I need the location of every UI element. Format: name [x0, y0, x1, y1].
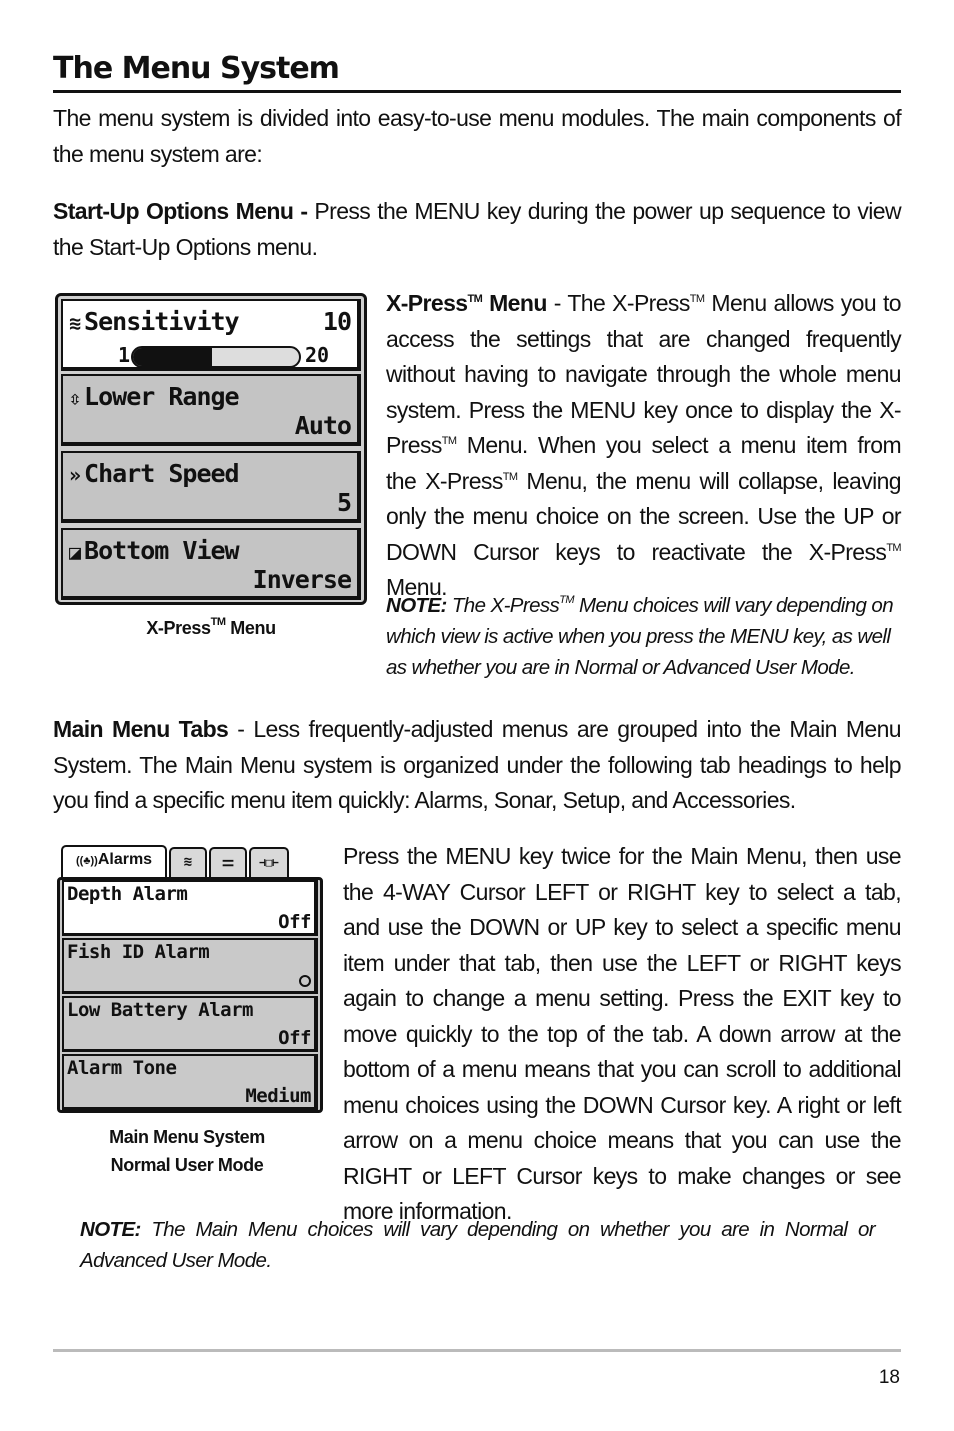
slider-max-label: 20 — [305, 343, 330, 367]
page-number: 18 — [878, 1367, 900, 1388]
main-menu-screen — [57, 845, 325, 1113]
main-menu-caption: Main Menu System Normal User Mode — [109, 1127, 265, 1175]
xpress-item-sensitivity[interactable] — [61, 299, 361, 371]
menu-item-low-battery-alarm[interactable]: Low Battery Alarm Off — [62, 996, 318, 1052]
menu-item-fish-id-alarm[interactable]: Fish ID Alarm — [62, 938, 318, 994]
main-menu-tabs — [61, 845, 325, 879]
chart-speed-icon: » — [69, 463, 81, 487]
xpress-item-value: 5 — [336, 488, 351, 517]
xpress-item-bottom-view[interactable] — [61, 528, 361, 600]
sensitivity-icon: ≋ — [69, 311, 81, 335]
note-label: NOTE: — [386, 594, 447, 617]
tab-setup[interactable] — [209, 847, 247, 877]
bell-icon: ((♣)) — [75, 855, 98, 867]
main-menu-paragraph: Press the MENU key twice for the Main Menu, then use the 4-WAY Cursor LEFT or RIGHT key to select a tab, and use the DOWN or UP key to select a specific menu item under that tab, then use the LEFT or RIGHT keys again to change a menu setting. Press the EXIT key to move quickly to the top of the tab. A down arrow at the bottom of a menu means that you can scroll to additional menu choices using the DOWN Cursor key. A right or left arrow on a menu choice means that you can use the RIGHT or LEFT Cursor keys to make changes or see more information. — [343, 843, 901, 1224]
menu-item-depth-alarm[interactable]: Depth Alarm Off — [62, 880, 318, 936]
bottom-note: NOTE: The Main Menu choices will vary depending on whether you are in Normal or Advanced User Mode. — [80, 1218, 875, 1272]
xpress-menu-screen — [55, 293, 367, 605]
main-menu-list — [57, 877, 323, 1113]
xpress-item-label: Lower Range — [84, 382, 239, 411]
xpress-item-label: Bottom View — [84, 536, 239, 565]
setup-icon: ⚌ — [221, 854, 235, 870]
startup-paragraph — [53, 194, 901, 265]
xpress-item-label: Sensitivity — [84, 307, 239, 336]
bottom-view-icon: ◪ — [69, 540, 81, 564]
accessories-icon: ⊣□⊢ — [259, 856, 279, 869]
menu-item-alarm-tone[interactable]: Alarm Tone Medium — [62, 1054, 318, 1110]
xpress-paragraph: X-Press™ Menu - The X-Press™ Menu allows you to access the settings that are changed frequently without having to navigate through the whole menu system. Press the MENU key once to display the X-Press™ Menu. When you select a menu item from the X-Press™ Menu, the menu will collapse, leaving only the menu choice on the screen. Use the UP or DOWN Cursor keys to reactivate the X-Press™ Menu. — [386, 290, 901, 600]
main-tabs-heading: Main Menu Tabs — [53, 716, 229, 742]
tab-alarms[interactable] — [61, 845, 167, 879]
slider-fill — [133, 348, 212, 366]
xpress-note: NOTE: The X-Press™ Menu choices will vary depending on which view is active when you press the MENU key, as well as whether you are in Normal or Advanced User Mode. — [386, 594, 894, 679]
xpress-caption: X-Press™ Menu — [146, 616, 276, 638]
xpress-item-lower-range[interactable] — [61, 374, 361, 446]
tab-accessories[interactable] — [249, 847, 289, 877]
xpress-item-label: Chart Speed — [84, 459, 239, 488]
tab-label: Alarms — [97, 851, 153, 868]
startup-text: Press the MENU key during the power up sequence to view the Start-Up Options menu. — [53, 198, 902, 260]
radio-off-icon — [299, 975, 311, 987]
note-label: NOTE: — [80, 1218, 141, 1241]
xpress-item-chart-speed[interactable] — [61, 451, 361, 523]
xpress-item-value: 10 — [322, 307, 351, 336]
intro-paragraph: The menu system is divided into easy-to-use menu modules. The main components of the menu system are: — [53, 105, 901, 167]
main-tabs-paragraph: Main Menu Tabs - Less frequently-adjusted menus are grouped into the Main Menu System. The Main Menu system is organized under the following tab headings to help you find a specific menu item quickly: Alarms, Sonar, Setup, and Accessories. — [53, 716, 901, 813]
footer-rule — [53, 1349, 901, 1352]
tab-sonar[interactable] — [169, 847, 207, 877]
sensitivity-slider[interactable] — [131, 346, 301, 368]
xpress-item-value: Inverse — [252, 565, 351, 594]
startup-heading: Start-Up Options Menu - — [53, 198, 308, 224]
lower-range-icon: ⇳ — [69, 386, 81, 410]
page-title: The Menu System — [53, 50, 901, 93]
xpress-heading: X-Press™ Menu — [386, 290, 547, 316]
sonar-icon: ≋ — [183, 854, 193, 870]
slider-min-label: 1 — [118, 343, 131, 367]
xpress-item-value: Auto — [294, 411, 351, 440]
